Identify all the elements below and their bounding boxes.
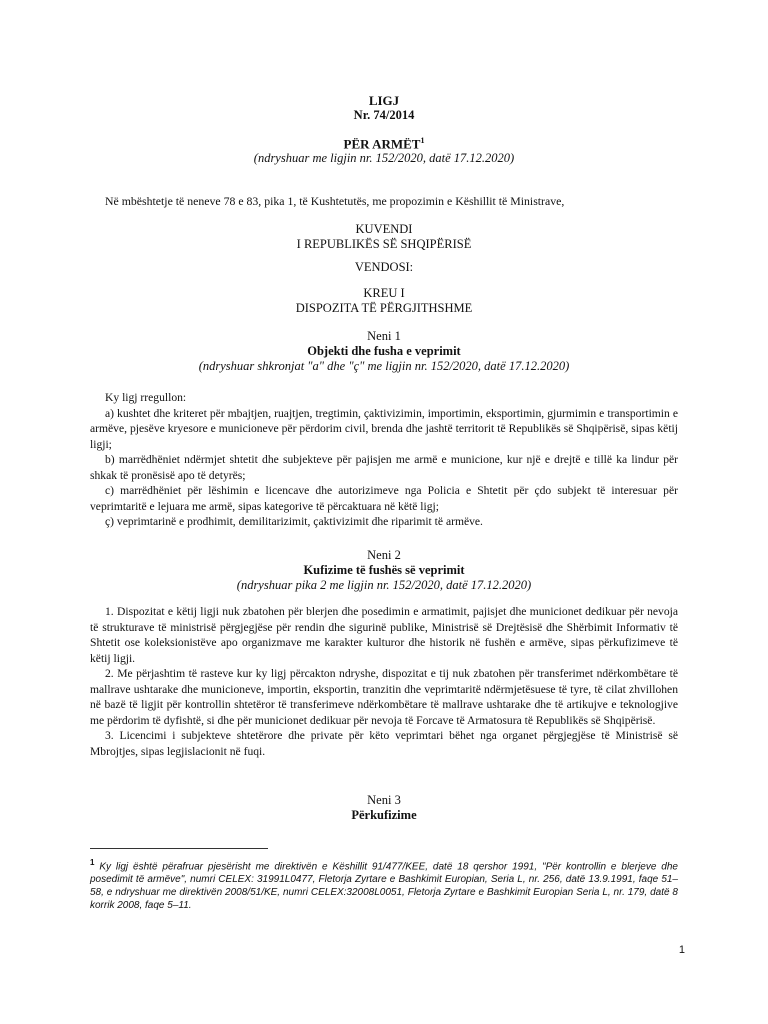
article-1-label: Neni 1 (367, 329, 401, 343)
footnote-text: Ky ligj është përafruar pjesërisht me direktivën e Këshillit 91/477/KEE, datë 18 qershor 1991, "Për kontrollin e blerjeve dhe posedimit të armëve", numri CELEX: 31991L0477, Fletorja Zyrtare e Bashkimit Europian, Seria L, nr. 256, datë 13.9.1991, faqe 51–58, e ndryshuar me direktivën 2008/51/KE, numri CELEX:32008L0051, Fletorja Zyrtare e Bashkimit Europian Seria L, nr. 179, datë 8 korrik 2008, faqe 5–11. (90, 861, 678, 912)
preamble (90, 194, 678, 210)
article-2-heading: Kufizime të fushës së veprimit (303, 563, 465, 577)
page-number: 1 (678, 944, 685, 956)
law-name-text: PËR ARMËT (343, 136, 421, 152)
article-2-note: (ndryshuar pika 2 me ligjin nr. 152/2020, datë 17.12.2020) (236, 578, 532, 592)
law-name (90, 133, 678, 151)
article-2-point-2: 2. Me përjashtim të rasteve kur ky ligj përcakton ndryshe, dispozitat e tij nuk zbatohen për transferimet ndërkombëtare të mallrave ushtarake dhe municioneve, importin, eksportin, tranzitin dhe veprimtaritë ndërmjetësuese të tyre, të cilat zhvillohen në bazë të ligjit për kontrollin shtetëror të transferimeve ndërkombëtare të mallrave ushtarake dhe të artikujve e teknologjive me përdorim të dyfishtë, si dhe për municionet dedikuar për nevoja të Forcave të Armatosura të Republikës së Shqipërisë. (90, 667, 678, 727)
article-1-item-b: b) marrëdhëniet ndërmjet shtetit dhe subjekteve për pajisjen me armë e municione, kur një e drejtë e tillë ka lindur për shkak të pronësisë apo të detyrës; (90, 453, 678, 482)
assembly-decided: VENDOSI: (354, 260, 414, 274)
article-2-point-1: 1. Dispozitat e këtij ligji nuk zbatohen për blerjen dhe posedimin e armatimit, pajisjet dhe municionet dedikuar për nevoja të strukturave të ministrisë përgjegjëse për rendin dhe sigurinë publike, Ministrisë së Drejtësisë dhe Shërbimit Informativ të Shtetit ose koleksionistëve apo organizmave me karakter kulturor dhe historik në fushën e armëve, sipas përkufizimeve të këtij ligji. (90, 605, 678, 665)
assembly-line2: I REPUBLIKËS SË SHQIPËRISË (296, 237, 472, 251)
preamble-text: Në mbështetje të neneve 78 e 83, pika 1, të Kushtetutës, me propozimin e Këshillit të Ministrave, (105, 194, 565, 208)
article-1-item-a: a) kushtet dhe kriteret për mbajtjen, ruajtjen, tregtimin, çaktivizimin, importimin, eksportimin, gjurmimin e transportimin e armëve, pjesëve kryesore e municioneve për përdorim civil, brenda dhe jashtë territorit të Republikës së Shqipërisë, sipas këtij ligji; (90, 406, 678, 451)
law-title: LIGJ (368, 93, 400, 108)
footnote-mark: 1 (90, 858, 95, 867)
article-3-heading: Përkufizime (351, 808, 417, 822)
article-3-label: Neni 3 (367, 793, 401, 807)
article-1-intro: Ky ligj rregullon: (105, 391, 187, 404)
article-1-body (90, 390, 678, 530)
article-1-item-c-cedilla: ç) veprimtarinë e prodhimit, demilitarizimit, çaktivizimit dhe riparimit të armëve. (105, 515, 483, 528)
article-2-point-3: 3. Licencimi i subjekteve shtetërore dhe private për këto veprimtari bëhet nga organet përgjegjëse të Ministrisë së Mbrojtjes, sipas legjislacionit në fuqi. (90, 729, 678, 758)
article-1-note: (ndryshuar shkronjat "a" dhe "ç" me ligjin nr. 152/2020, datë 17.12.2020) (198, 359, 570, 373)
chapter-title: KREU I (363, 286, 405, 300)
chapter-subtitle: DISPOZITA TË PËRGJITHSHME (295, 301, 473, 315)
law-amended-note: (ndryshuar me ligjin nr. 152/2020, datë 17.12.2020) (253, 151, 515, 165)
assembly-line1: KUVENDI (355, 222, 413, 236)
footnote-separator (90, 848, 268, 849)
law-number: Nr. 74/2014 (353, 108, 415, 122)
article-1-heading: Objekti dhe fusha e veprimit (307, 344, 461, 358)
footnote (90, 856, 678, 912)
footnote-ref[interactable]: 1 (420, 136, 425, 145)
article-2-label: Neni 2 (367, 548, 401, 562)
article-1-item-c: c) marrëdhëniet për lëshimin e licencave dhe autorizimeve nga Policia e Shtetit për çdo subjekt të interesuar për veprimtaritë e lejuara me armë, sipas kategorive të përcaktuara në këtë ligj; (90, 484, 678, 513)
article-2-body (90, 604, 678, 759)
